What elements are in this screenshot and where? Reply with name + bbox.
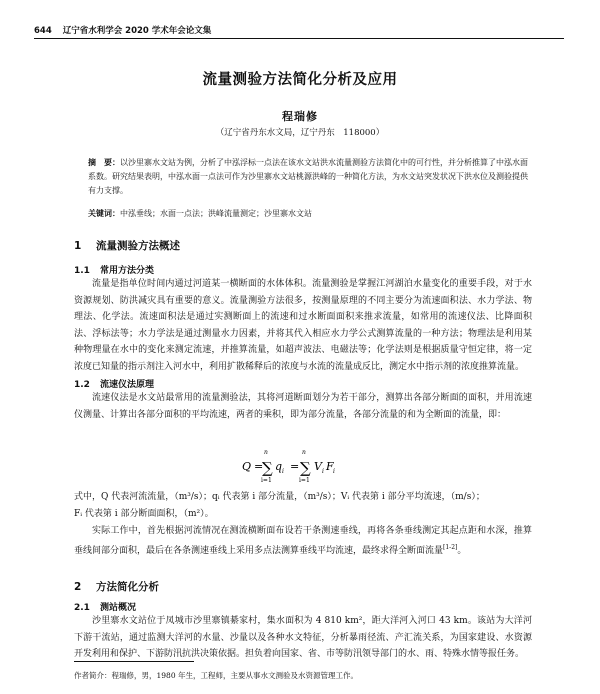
section-1-2-paragraph-2 [74,523,532,559]
formula-v: V [314,460,322,473]
paragraph-2-text: 实际工作中，首先根据河流情况在测流横断面布设若干条测速垂线，再将各条垂线测定其起点距和水深，推算垂线间部分面积，最后在各条测速垂线上采用多点法测算垂线平均流速，最终求得全断面流量 [74,526,532,556]
section-2-1-heading [74,600,136,613]
section-1-2-number: 1.2 [74,380,90,390]
section-2-title: 方法简化分析 [96,581,159,593]
formula-v-sub: i [322,468,324,475]
section-1-1-title: 常用方法分类 [100,266,155,276]
section-1-2-heading [74,377,154,390]
formula-q: q [275,460,283,473]
author-name: 程瑞修 [282,110,318,123]
keywords-text: 中泓垂线；水面一点法；洪峰流量测定；沙里寨水文站 [120,209,312,218]
section-1-heading [74,238,180,253]
formula-lhs: Q [242,460,252,473]
section-2-heading [74,579,159,594]
footnote-rule [74,661,194,662]
section-1-2-title: 流速仪法原理 [100,380,155,390]
formula-sum1-top: n [264,449,268,456]
page-number: 644 [34,26,52,36]
formula-sum2-symbol: ∑ [300,459,311,477]
running-head [34,24,564,36]
formula-sum2-bottom: i=1 [299,477,310,484]
section-2-number: 2 [74,581,82,593]
keywords-label: 关键词： [88,209,120,218]
section-1-1-heading [74,263,154,276]
paragraph-2-end: 。 [457,545,467,556]
formula-sum1-bottom: i=1 [261,477,272,484]
header-rule [34,38,564,39]
journal-name: 辽宁省水利学会 2020 学术年会论文集 [62,26,212,36]
formula-f-sub: i [333,468,335,475]
section-2-1-title: 测站概况 [100,603,137,613]
keywords [88,207,528,221]
formula-eq2: = [290,460,300,473]
section-1-number: 1 [74,240,82,252]
formula-sum1-symbol: ∑ [262,459,273,477]
flow-formula [240,444,370,486]
formula-eq1: = [254,460,264,473]
author-footnote: 作者简介：程瑞修，男，1980 年生，工程师，主要从事水文测验及水资源管理工作。 [74,671,358,680]
paper-title: 流量测验方法简化分析及应用 [202,72,398,88]
author-affiliation: （辽宁省丹东水文局，辽宁丹东 118000） [215,128,385,138]
abstract-text: 以沙里寨水文站为例，分析了中泓浮标一点法在该水文站洪水流量测验方法简化中的可行性，并分析推算了中泓水面系数。研究结果表明，中泓水面一点法可作为沙里寨水文站桃源洪峰的一种简化方法，为水文站突发状况下洪水位及测验提供有力支撑。 [88,158,528,195]
citation-ref: [1-2] [443,543,458,551]
formula-f: F [326,460,334,473]
abstract [88,156,528,198]
section-1-1-paragraph: 流量是指单位时间内通过河道某一横断面的水体体积。流量测验是掌握江河湖泊水量变化的重要手段，对于水资源规划、防洪减灾具有重要的意义。流量测验方法很多，按测量原理的不同主要分为流速面积法、水力学法、物理法、化学法。流速面积法是通过实测断面上的流速和过水断面面积来推求流量，如常用的流速仪法、比降面积法、浮标法等；水力学法是通过测量水力因素，并将其代入相应水力学公式测算流量的一种方法；物理法是利用某种物理量在水中的变化来测定流速，并推算流量，如超声波法、电磁法等；化学法则是根据质量守恒定律，将一定浓度已知量的指示剂注入河水中，利用扩散稀释后的浓度与水流的流量成反比，测定水中指示剂的浓度推算流量。 [74,279,532,372]
formula-sum2-top: n [302,449,306,456]
section-1-1-number: 1.1 [74,266,90,276]
section-1-2-paragraph: 流速仪法是水文站最常用的流量测验法，其将河道断面划分为若干部分，测算出各部分断面的面积，并用流速仪测量、计算出各部分面积的平均流速，两者的乘积，即为部分流量，各部分流量的和为全断面的流量，即： [74,393,532,420]
formula-q-sub: i [282,468,284,475]
section-1-title: 流量测验方法概述 [96,240,180,252]
section-2-1-number: 2.1 [74,603,90,613]
formula-where-line: 式中，Q 代表河流流量，（m³/s）；qᵢ 代表第 i 部分流量，（m³/s）；Vᵢ 代表第 i 部分平均流速，（m/s）； [74,492,485,502]
formula-where-line-2: Fᵢ 代表第 i 部分断面面积，（m²）。 [74,509,214,519]
abstract-label: 摘 要： [88,158,120,167]
section-2-1-paragraph: 沙里寨水文站位于凤城市沙里寨镇綦家村，集水面积为 4 810 km²，距大洋河入河口 43 km。该站为大洋河下游干流站，通过监测大洋河的水量、沙量以及各种水文特征，分析暴雨径流、产汇流关系，为国家建设、水资源开发利用和保护、下游防汛抗洪决策依据。担负着向国家、省、市等防汛领导部门的水、雨、特殊水情等报任务。 [74,616,532,659]
